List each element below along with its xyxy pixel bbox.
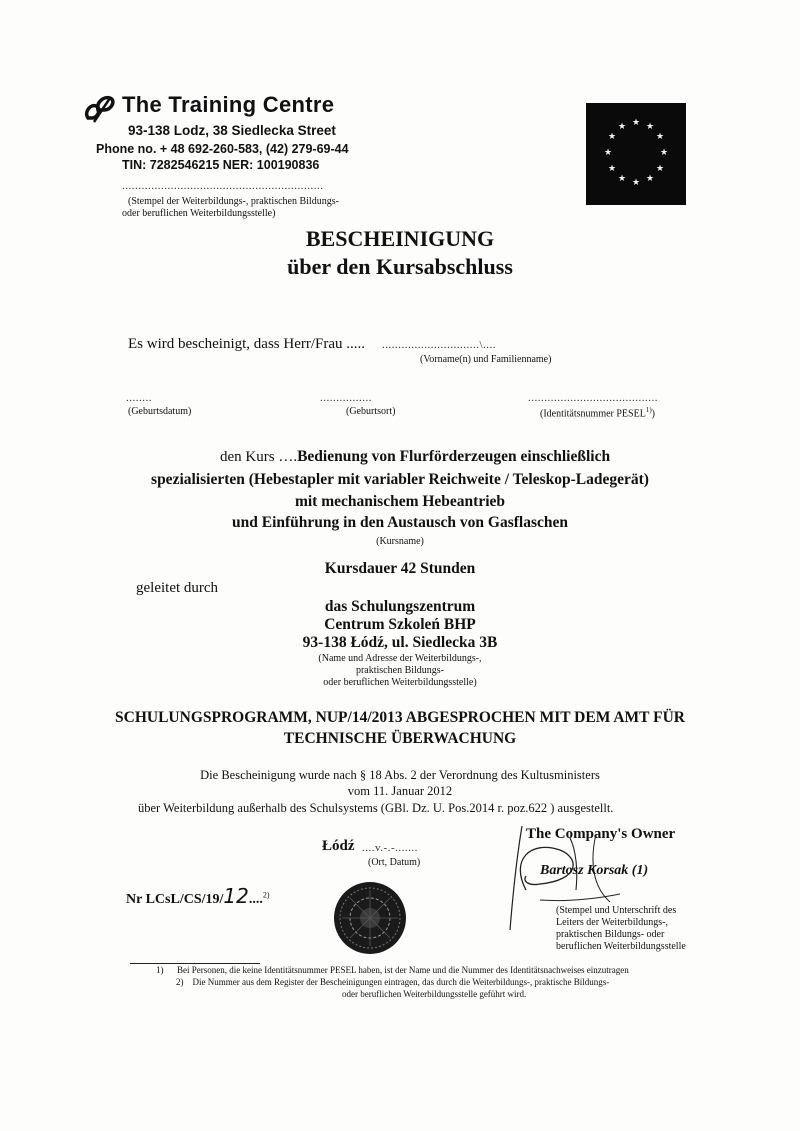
- org-phone: Phone no. + 48 692-260-583, (42) 279-69-44: [96, 142, 349, 156]
- number-prefix: Nr: [126, 892, 143, 907]
- name-dots: ..............................\....: [382, 339, 497, 351]
- provider-line-1: das Schulungszentrum: [324, 598, 476, 615]
- dob-label: (Geburtsdatum): [128, 406, 192, 417]
- pob-label: (Geburtsort): [346, 406, 396, 417]
- svg-text:★: ★: [607, 132, 617, 142]
- training-centre-logo-icon: [82, 92, 120, 126]
- provider-label-2: praktischen Bildungs-: [355, 665, 445, 676]
- name-label: (Vorname(n) und Familienname): [420, 354, 552, 365]
- svg-text:★: ★: [645, 122, 655, 132]
- svg-text:★: ★: [631, 118, 641, 128]
- certificate-number: Nr LCsL/CS/19/12....$^{2)}$: [126, 884, 270, 908]
- provider-label-3: oder beruflichen Weiterbildungsstelle): [323, 677, 477, 688]
- id-dots: ........................................: [528, 392, 658, 404]
- document-subtitle: über den Kursabschluss: [287, 254, 513, 279]
- place-dots: ....v.-.-.......: [362, 842, 418, 854]
- svg-text:★: ★: [607, 164, 617, 174]
- provider-label-1: (Name und Adresse der Weiterbildungs-,: [318, 653, 482, 664]
- footnote-2-continued: oder beruflichen Weiterbildungsstelle geführt wird.: [342, 989, 527, 999]
- svg-text:★: ★: [631, 178, 641, 188]
- hologram-seal: [332, 880, 408, 956]
- org-address: 93-138 Lodz, 38 Siedlecka Street: [128, 123, 336, 138]
- course-duration: Kursdauer 42 Stunden: [324, 560, 476, 577]
- course-line-4: und Einführung in den Austausch von Gasflaschen: [232, 514, 568, 531]
- svg-text:★: ★: [603, 148, 613, 158]
- footnote-1: 1) Bei Personen, die keine Identitätsnummer PESEL haben, ist der Name und die Nummer des Identitätsnachweises einzutragen: [156, 965, 629, 975]
- led-by-label: geleitet durch: [136, 580, 219, 596]
- document-title: BESCHEINIGUNG: [305, 226, 495, 251]
- org-tin: TIN: 7282546215 NER: 100190836: [122, 158, 320, 172]
- company-owner-title: The Company's Owner: [526, 826, 676, 842]
- signature-label-4: beruflichen Weiterbildungsstelle: [556, 941, 686, 952]
- footnote-2: 2) Die Nummer aus dem Register der Bescheinigungen eintragen, das durch die Weiterbildungs-, praktische Bildungs-: [176, 977, 610, 987]
- svg-text:★: ★: [617, 174, 627, 184]
- course-prefix: den Kurs ….: [220, 449, 298, 465]
- eu-flag-icon: [586, 103, 686, 205]
- svg-text:★: ★: [655, 164, 665, 174]
- course-line-2: spezialisierten (Hebestapler mit variabler Reichweite / Teleskop-Ladegerät): [151, 471, 649, 488]
- provider-line-2: Centrum Szkoleń BHP: [324, 616, 476, 633]
- stamp-label-1: (Stempel der Weiterbildungs-, praktischen Bildungs-: [128, 196, 339, 207]
- signature-label-1: (Stempel und Unterschrift des: [556, 905, 677, 916]
- number-value: LCsL/CS/19/: [145, 892, 224, 907]
- id-label: (Identitätsnummer PESEL$^{1)}$): [540, 406, 656, 420]
- course-block: [220, 448, 610, 466]
- course-label: (Kursname): [376, 536, 424, 547]
- stamp-label-2: oder beruflichen Weiterbildungsstelle): [122, 208, 276, 219]
- svg-text:★: ★: [617, 122, 627, 132]
- legal-line-1: Die Bescheinigung wurde nach § 18 Abs. 2 der Verordnung des Kultusministers: [200, 768, 600, 782]
- signature-label-3: praktischen Bildungs- oder: [556, 929, 665, 940]
- svg-text:★: ★: [655, 132, 665, 142]
- program-line-2: TECHNISCHE ÜBERWACHUNG: [283, 730, 517, 747]
- place-city: Łódź: [322, 838, 355, 854]
- course-line-1: Bedienung von Flurförderzeugen einschließlich: [297, 448, 611, 465]
- svg-text:★: ★: [659, 148, 669, 158]
- program-line-1: SCHULUNGSPROGRAMM, NUP/14/2013 ABGESPROCHEN MIT DEM AMT FÜR: [115, 709, 685, 726]
- number-handwritten: 12: [223, 884, 249, 908]
- certify-text: Es wird bescheinigt, dass Herr/Frau .....: [128, 336, 366, 352]
- signatory-name: Bartosz Korsak (1): [540, 863, 649, 878]
- place-label: (Ort, Datum): [368, 857, 421, 868]
- course-line-3: mit mechanischem Hebeantrieb: [294, 493, 506, 510]
- org-name: The Training Centre: [122, 92, 335, 117]
- pob-dots: ................: [320, 392, 372, 404]
- svg-text:★: ★: [645, 174, 655, 184]
- legal-line-2: vom 11. Januar 2012: [347, 784, 453, 798]
- dob-dots: ........: [126, 392, 152, 404]
- signature-label-2: Leiters der Weiterbildungs-,: [556, 917, 669, 928]
- footnote-divider: [130, 963, 260, 964]
- legal-line-3: über Weiterbildung außerhalb des Schulsystems (GBl. Dz. U. Pos.2014 r. poz.622 ) ausgestellt.: [138, 801, 614, 815]
- provider-line-3: 93-138 Łódź, ul. Siedlecka 3B: [302, 634, 498, 651]
- stamp-dots: ..............................................................: [122, 180, 324, 192]
